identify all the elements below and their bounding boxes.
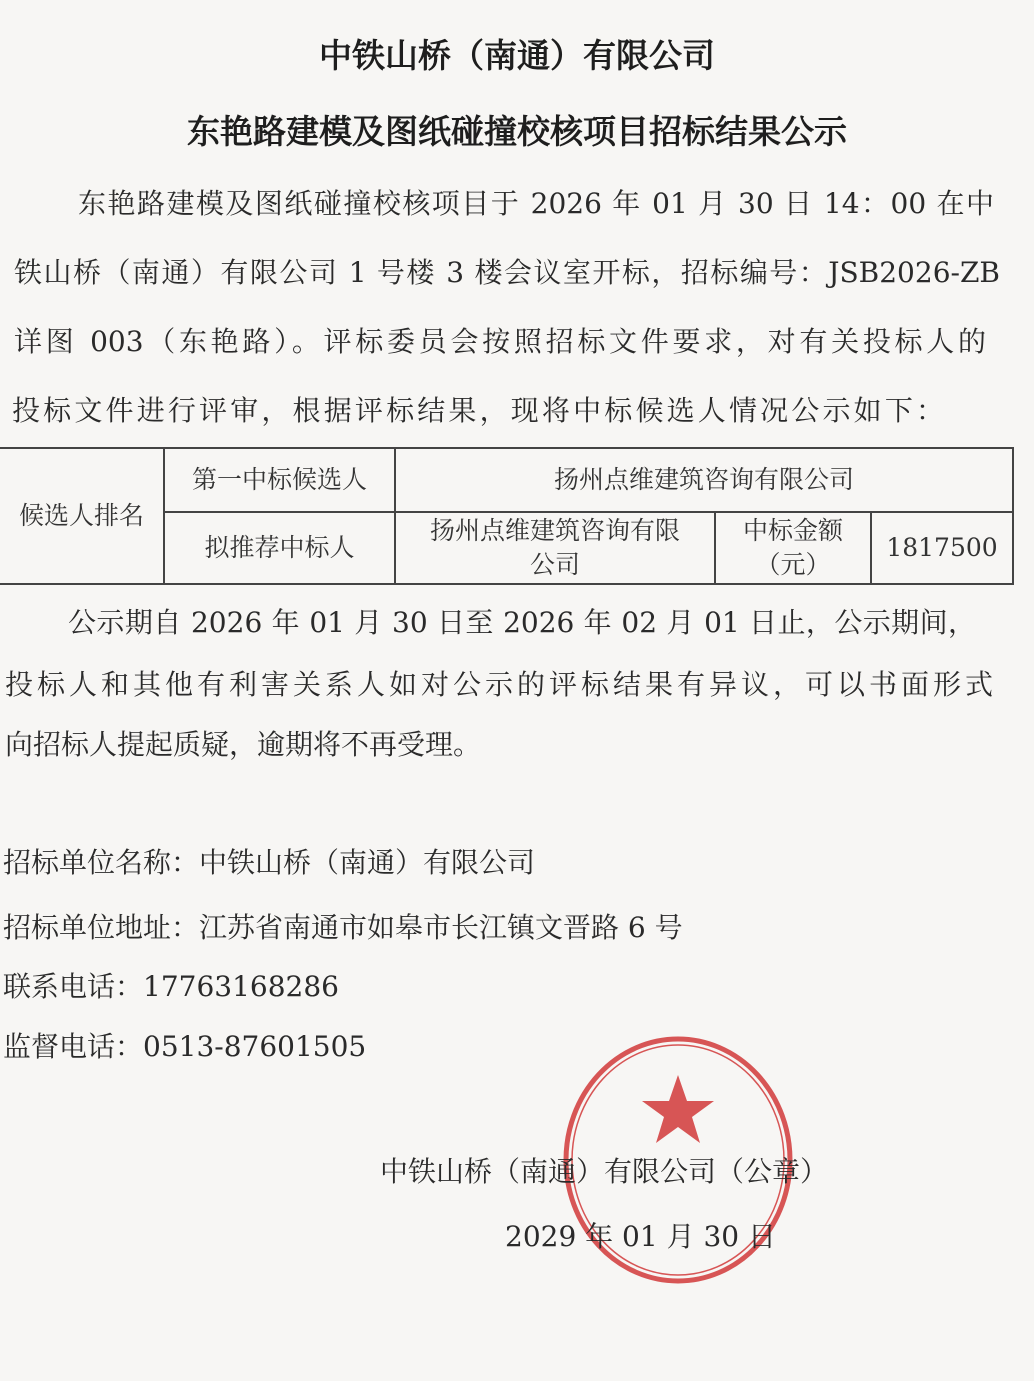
supervision-phone: 监督电话：0513-87601505 [3,1030,367,1063]
recommended-name [395,512,715,584]
bid-amount: 1817500 [871,512,1013,584]
intro-line: 投标文件进行评审，根据评标结果，现将中标候选人情况公示如下： [12,394,944,427]
star-icon [642,1075,714,1143]
intro-line: 铁山桥（南通）有限公司 1 号楼 3 楼会议室开标，招标编号：JSB2026-ZB [14,256,1000,289]
recommended-name-line: 公司 [529,550,580,579]
first-candidate-label: 第一中标候选人 [164,448,395,512]
company-title: 中铁山桥（南通）有限公司 [319,36,715,75]
amount-label-line: （元） [755,550,831,579]
recommended-name-line: 扬州点维建筑咨询有限 [429,516,680,545]
document-title: 东艳路建模及图纸碰撞校核项目招标结果公示 [187,112,847,151]
contact-phone: 联系电话：17763168286 [3,970,339,1003]
intro-line: 东艳路建模及图纸碰撞校核项目于 2026 年 01 月 30 日 14：00 在中 [78,187,994,220]
candidate-table [0,447,1014,585]
notice-line: 公示期自 2026 年 01 月 30 日至 2026 年 02 月 01 日止，公示期间， [68,606,976,639]
tenderer-name: 招标单位名称：中铁山桥（南通）有限公司 [3,846,536,879]
first-candidate-name: 扬州点维建筑咨询有限公司 [395,448,1013,512]
notice-line: 投标人和其他有利害关系人如对公示的评标结果有异议，可以书面形式 [5,668,993,701]
recommended-label: 拟推荐中标人 [164,512,395,584]
amount-label-line: 中标金额 [742,516,843,545]
amount-label [715,512,871,584]
issue-date: 2029 年 01 月 30 日 [505,1220,777,1253]
intro-line: 详图 003（东艳路）。评标委员会按照招标文件要求，对有关投标人的 [14,325,986,358]
issuer-signature: 中铁山桥（南通）有限公司（公章） [380,1155,829,1188]
tenderer-address: 招标单位地址：江苏省南通市如皋市长江镇文晋路 6 号 [3,911,683,944]
notice-line: 向招标人提起质疑，逾期将不再受理。 [5,728,482,761]
rank-label: 候选人排名 [0,448,164,584]
